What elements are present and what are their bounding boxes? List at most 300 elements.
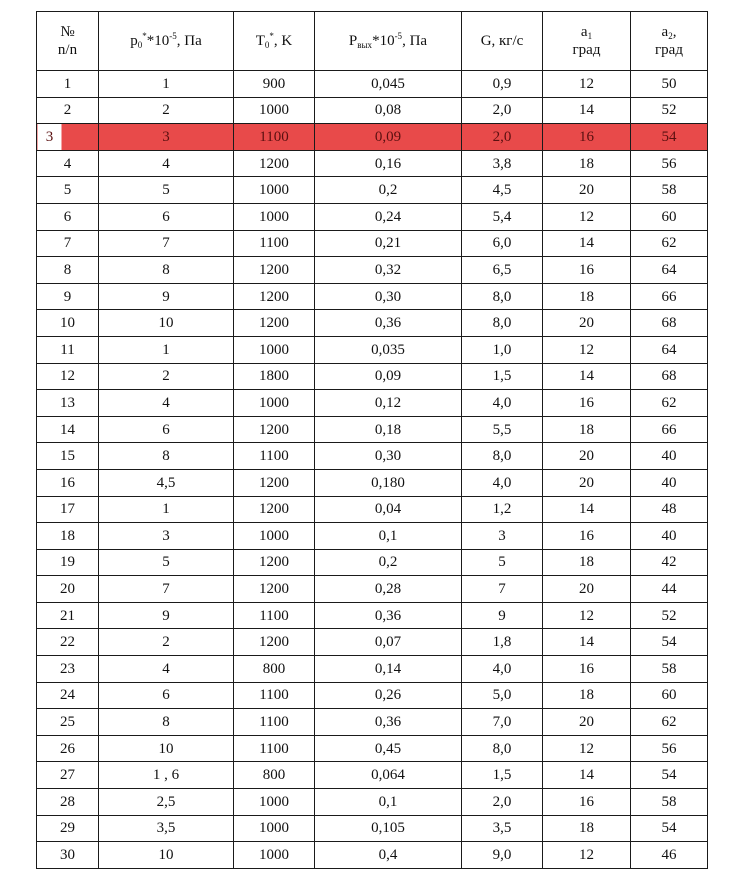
header-outlet-pressure: $P_{вых}*10^{-5}$, Па: [315, 12, 462, 71]
cell-inlet-temperature: [234, 97, 315, 124]
cell-inlet-pressure: [99, 310, 234, 337]
cell-value: 14: [579, 634, 594, 651]
table-row: [37, 336, 708, 363]
cell-outlet-pressure: [315, 735, 462, 762]
cell-value: 7: [162, 235, 170, 252]
cell-outlet-pressure: [315, 443, 462, 470]
table-row: [37, 257, 708, 284]
cell-outlet-pressure: [315, 390, 462, 417]
cell-inlet-temperature: [234, 496, 315, 523]
cell-value: 7: [498, 581, 506, 598]
cell-inlet-pressure: [99, 283, 234, 310]
cell-value: 58: [661, 660, 677, 677]
cell-value: 20: [579, 182, 594, 199]
cell-angle-a1: [543, 390, 631, 417]
cell-value: 16: [579, 660, 594, 677]
cell-inlet-pressure: [99, 416, 234, 443]
cell-inlet-pressure: [99, 363, 234, 390]
cell-value: 16: [579, 527, 594, 544]
cell-inlet-pressure: [99, 549, 234, 576]
table-row: [37, 230, 708, 257]
cell-value: 8: [162, 714, 170, 731]
cell-outlet-pressure: [315, 656, 462, 683]
table-row: [37, 71, 708, 98]
cell-outlet-pressure: [315, 71, 462, 98]
cell-value: 12: [579, 341, 594, 358]
cell-value: 25: [60, 714, 75, 731]
cell-value: 30: [60, 847, 75, 864]
cell-inlet-pressure: [99, 789, 234, 816]
cell-inlet-temperature: [234, 709, 315, 736]
cell-value: 1000: [259, 341, 289, 358]
cell-angle-a1: [543, 150, 631, 177]
cell-value: 21: [60, 607, 75, 624]
cell-angle-a1: [543, 443, 631, 470]
table-row: [37, 203, 708, 230]
cell-value: 16: [579, 793, 594, 810]
cell-value: 1,5: [492, 767, 512, 784]
cell-mass-flow: [462, 629, 543, 656]
cell-mass-flow: [462, 416, 543, 443]
cell-angle-a2: [631, 390, 708, 417]
cell-value: 4,0: [492, 394, 512, 411]
cell-value: 0,16: [374, 155, 402, 172]
cell-value: 12: [579, 847, 594, 864]
cell-inlet-temperature: [234, 416, 315, 443]
cell-inlet-temperature: [234, 735, 315, 762]
cell-value: 58: [661, 182, 677, 199]
cell-inlet-temperature: [234, 363, 315, 390]
cell-value: 5: [498, 554, 506, 571]
cell-inlet-temperature: [234, 682, 315, 709]
cell-value: 8,0: [492, 315, 512, 332]
cell-value: 1200: [259, 155, 289, 172]
cell-angle-a2: [631, 656, 708, 683]
cell-value: 0,4: [378, 847, 398, 864]
cell-value: 18: [579, 554, 594, 571]
cell-value: 68: [661, 368, 677, 385]
table-row: [37, 629, 708, 656]
cell-angle-a2: [631, 336, 708, 363]
cell-value: 3,5: [156, 820, 176, 837]
table-row: [37, 363, 708, 390]
cell-value: 18: [579, 155, 594, 172]
cell-angle-a2: [631, 549, 708, 576]
cell-value: 2: [162, 102, 170, 119]
cell-mass-flow: [462, 602, 543, 629]
cell-value: 1200: [259, 634, 289, 651]
cell-angle-a1: [543, 416, 631, 443]
cell-outlet-pressure: [315, 709, 462, 736]
cell-value: 0,36: [374, 714, 402, 731]
cell-outlet-pressure: [315, 842, 462, 869]
cell-inlet-pressure: [99, 762, 234, 789]
cell-mass-flow: [462, 576, 543, 603]
cell-value: 20: [579, 448, 594, 465]
cell-outlet-pressure: [315, 177, 462, 204]
cell-value: 0,08: [374, 102, 402, 119]
cell-value: 1: [162, 501, 170, 518]
cell-value: 1 , 6: [152, 767, 180, 784]
cell-value: 10: [158, 740, 174, 757]
cell-value: 44: [661, 581, 677, 598]
cell-inlet-pressure: [99, 71, 234, 98]
table-row: [37, 310, 708, 337]
cell-value: 0,21: [374, 235, 402, 252]
cell-angle-a2: [631, 97, 708, 124]
cell-value: 0,30: [374, 288, 402, 305]
cell-value: 1,5: [492, 368, 512, 385]
cell-inlet-temperature: [234, 124, 315, 151]
cell-outlet-pressure: [315, 230, 462, 257]
table-row: [37, 469, 708, 496]
cell-value: 18: [579, 421, 594, 438]
cell-value: 5,0: [492, 687, 512, 704]
cell-value: 14: [579, 501, 594, 518]
cell-variant-number: [37, 682, 99, 709]
cell-value: 14: [579, 767, 594, 784]
cell-angle-a2: [631, 469, 708, 496]
cell-angle-a2: [631, 203, 708, 230]
cell-outlet-pressure: [315, 576, 462, 603]
cell-mass-flow: [462, 735, 543, 762]
cell-outlet-pressure: [315, 762, 462, 789]
cell-inlet-temperature: [234, 549, 315, 576]
table-row: [37, 789, 708, 816]
cell-angle-a1: [543, 496, 631, 523]
header-number-symbol: №: [60, 24, 75, 40]
cell-value: 48: [661, 501, 677, 518]
variants-table: [36, 11, 708, 869]
cell-value: 0,09: [374, 128, 402, 145]
cell-value: 8,0: [492, 740, 512, 757]
cell-value: 1100: [259, 714, 289, 731]
cell-value: 16: [60, 474, 75, 491]
table-row: [37, 576, 708, 603]
table-row: [37, 602, 708, 629]
cell-value: 18: [579, 820, 594, 837]
cell-value: 9: [498, 607, 506, 624]
cell-inlet-temperature: [234, 602, 315, 629]
cell-value: 40: [661, 474, 677, 491]
cell-value: 1000: [259, 208, 289, 225]
cell-value: 14: [579, 235, 594, 252]
cell-angle-a1: [543, 230, 631, 257]
cell-value: 6: [162, 687, 170, 704]
cell-angle-a2: [631, 496, 708, 523]
cell-value: 20: [579, 315, 594, 332]
cell-angle-a1: [543, 735, 631, 762]
table-row: [37, 842, 708, 869]
cell-mass-flow: [462, 443, 543, 470]
cell-angle-a1: [543, 789, 631, 816]
cell-value: 54: [661, 820, 677, 837]
table-row: [37, 97, 708, 124]
cell-value: 18: [579, 687, 594, 704]
table-row: [37, 682, 708, 709]
cell-outlet-pressure: [315, 203, 462, 230]
cell-value: 2,0: [492, 102, 512, 119]
cell-value: 1: [162, 75, 170, 92]
cell-value: 27: [60, 767, 75, 784]
cell-variant-number: [37, 416, 99, 443]
cell-variant-number: [37, 469, 99, 496]
cell-variant-number: [37, 124, 99, 151]
cell-value: 5: [162, 554, 170, 571]
cell-inlet-temperature: [234, 842, 315, 869]
cell-value: 0,064: [371, 767, 405, 784]
cell-inlet-temperature: [234, 390, 315, 417]
header-angle-a2: $a_2$, град: [631, 12, 708, 71]
cell-angle-a1: [543, 257, 631, 284]
cell-angle-a2: [631, 762, 708, 789]
cell-value: 1000: [259, 102, 289, 119]
cell-outlet-pressure: [315, 682, 462, 709]
cell-angle-a2: [631, 709, 708, 736]
cell-value: 3,5: [492, 820, 512, 837]
cell-value: 0,045: [371, 75, 405, 92]
cell-angle-a2: [631, 443, 708, 470]
cell-value: 2: [63, 102, 72, 119]
cell-value: 14: [60, 421, 75, 438]
cell-value: 900: [262, 75, 286, 92]
cell-value: 1,8: [492, 634, 512, 651]
cell-value: 4: [162, 660, 170, 677]
cell-value: 0,36: [374, 607, 402, 624]
cell-value: 5,4: [492, 208, 512, 225]
cell-mass-flow: [462, 310, 543, 337]
cell-angle-a1: [543, 124, 631, 151]
cell-angle-a1: [543, 336, 631, 363]
cell-inlet-temperature: [234, 230, 315, 257]
cell-mass-flow: [462, 523, 543, 550]
cell-mass-flow: [462, 177, 543, 204]
cell-value: 0,30: [374, 448, 402, 465]
cell-value: 1100: [259, 607, 289, 624]
cell-value: 14: [579, 102, 594, 119]
cell-angle-a1: [543, 629, 631, 656]
table-row: [37, 390, 708, 417]
cell-value: 1200: [259, 581, 289, 598]
cell-inlet-pressure: [99, 390, 234, 417]
cell-variant-number: [37, 336, 99, 363]
cell-inlet-pressure: [99, 177, 234, 204]
cell-value: 12: [579, 740, 594, 757]
cell-angle-a2: [631, 576, 708, 603]
cell-outlet-pressure: [315, 363, 462, 390]
cell-mass-flow: [462, 842, 543, 869]
cell-outlet-pressure: [315, 310, 462, 337]
cell-value: 4: [162, 155, 170, 172]
cell-inlet-pressure: [99, 496, 234, 523]
cell-value: 4: [162, 394, 170, 411]
cell-value: 1100: [259, 687, 289, 704]
cell-value: 10: [158, 847, 174, 864]
table-row: [37, 709, 708, 736]
cell-value: 4,5: [156, 474, 176, 491]
cell-value: 64: [661, 261, 677, 278]
cell-value: 1200: [259, 288, 289, 305]
cell-inlet-pressure: [99, 602, 234, 629]
cell-value: 52: [661, 607, 677, 624]
cell-angle-a1: [543, 283, 631, 310]
cell-angle-a2: [631, 150, 708, 177]
cell-inlet-temperature: [234, 71, 315, 98]
cell-variant-number: [37, 97, 99, 124]
cell-value: 0,18: [374, 421, 402, 438]
cell-inlet-pressure: [99, 150, 234, 177]
cell-value: 7: [63, 235, 72, 252]
cell-inlet-temperature: [234, 443, 315, 470]
cell-value: 18: [60, 527, 75, 544]
cell-inlet-temperature: [234, 177, 315, 204]
cell-inlet-pressure: [99, 230, 234, 257]
cell-variant-number: [37, 709, 99, 736]
cell-value: 58: [661, 793, 677, 810]
cell-value: 40: [661, 527, 677, 544]
table-row: [37, 735, 708, 762]
table-row: [37, 150, 708, 177]
cell-value: 1200: [259, 421, 289, 438]
cell-value: 1100: [259, 128, 289, 145]
cell-value: 8: [63, 261, 72, 278]
cell-value: 0,07: [374, 634, 402, 651]
cell-outlet-pressure: [315, 549, 462, 576]
cell-inlet-temperature: [234, 283, 315, 310]
cell-value: 68: [661, 315, 677, 332]
cell-mass-flow: [462, 469, 543, 496]
table-row: [37, 177, 708, 204]
table-body: [37, 71, 708, 869]
cell-value: 4,5: [492, 182, 512, 199]
cell-inlet-pressure: [99, 682, 234, 709]
cell-value: 0,14: [374, 660, 402, 677]
cell-inlet-temperature: [234, 257, 315, 284]
cell-value: 800: [262, 660, 286, 677]
cell-value: 0,1: [378, 527, 398, 544]
cell-value: 8,0: [492, 448, 512, 465]
cell-angle-a1: [543, 602, 631, 629]
cell-angle-a1: [543, 310, 631, 337]
cell-value: 1000: [259, 182, 289, 199]
table-row: [37, 124, 708, 151]
table-row: [37, 443, 708, 470]
cell-angle-a2: [631, 363, 708, 390]
cell-angle-a2: [631, 177, 708, 204]
cell-angle-a1: [543, 203, 631, 230]
cell-value: 24: [60, 687, 75, 704]
cell-value: 0,1: [378, 793, 398, 810]
cell-value: 5: [63, 182, 72, 199]
cell-inlet-temperature: [234, 310, 315, 337]
cell-mass-flow: [462, 815, 543, 842]
table-row: [37, 815, 708, 842]
cell-value: 12: [60, 368, 75, 385]
header-angle-a1: $a_1$ град: [543, 12, 631, 71]
cell-angle-a1: [543, 762, 631, 789]
table-row: [37, 496, 708, 523]
cell-value: 64: [661, 341, 677, 358]
header-row: [37, 12, 708, 71]
cell-mass-flow: [462, 97, 543, 124]
cell-variant-number: [37, 390, 99, 417]
cell-value: 9: [63, 288, 72, 305]
cell-value: 23: [60, 660, 75, 677]
cell-value: 19: [60, 554, 75, 571]
cell-mass-flow: [462, 257, 543, 284]
cell-value: 42: [661, 554, 677, 571]
cell-value: 0,12: [374, 394, 402, 411]
cell-variant-number: [37, 576, 99, 603]
cell-inlet-pressure: [99, 735, 234, 762]
cell-value: 14: [579, 368, 594, 385]
cell-value: 15: [60, 448, 75, 465]
cell-angle-a1: [543, 71, 631, 98]
cell-value: 4: [63, 155, 72, 172]
cell-value: 16: [579, 261, 594, 278]
cell-inlet-pressure: [99, 257, 234, 284]
cell-mass-flow: [462, 390, 543, 417]
cell-value: 0,035: [371, 341, 405, 358]
cell-mass-flow: [462, 203, 543, 230]
cell-value: 66: [661, 421, 677, 438]
cell-value: 800: [262, 767, 286, 784]
cell-value: 1000: [259, 793, 289, 810]
cell-value: 1000: [259, 820, 289, 837]
cell-variant-number: [37, 656, 99, 683]
cell-inlet-temperature: [234, 469, 315, 496]
cell-value: 26: [60, 740, 75, 757]
cell-value: 46: [661, 847, 677, 864]
cell-outlet-pressure: [315, 789, 462, 816]
cell-variant-number: [37, 230, 99, 257]
cell-value: 6,5: [492, 261, 512, 278]
cell-value: 60: [661, 208, 677, 225]
cell-mass-flow: [462, 789, 543, 816]
cell-angle-a2: [631, 735, 708, 762]
cell-value: 6: [162, 208, 170, 225]
cell-value: 0,2: [378, 182, 398, 199]
cell-inlet-temperature: [234, 789, 315, 816]
cell-value: 9,0: [492, 847, 512, 864]
cell-value: 1800: [259, 368, 289, 385]
cell-value: 28: [60, 793, 75, 810]
cell-angle-a2: [631, 842, 708, 869]
cell-angle-a2: [631, 310, 708, 337]
cell-value: 3: [162, 527, 170, 544]
cell-inlet-pressure: [99, 336, 234, 363]
cell-mass-flow: [462, 496, 543, 523]
cell-variant-number: [37, 257, 99, 284]
cell-value: 1000: [259, 847, 289, 864]
cell-outlet-pressure: [315, 97, 462, 124]
cell-outlet-pressure: [315, 496, 462, 523]
cell-mass-flow: [462, 124, 543, 151]
cell-value: 1,2: [492, 501, 512, 518]
cell-value: 0,9: [492, 75, 512, 92]
cell-inlet-temperature: [234, 629, 315, 656]
cell-value: 0,2: [378, 554, 398, 571]
cell-angle-a2: [631, 789, 708, 816]
cell-variant-number: [37, 789, 99, 816]
cell-value: 1100: [259, 448, 289, 465]
cell-inlet-temperature: [234, 336, 315, 363]
cell-value: 8: [162, 448, 170, 465]
cell-value: 29: [60, 820, 75, 837]
cell-value: 0,09: [374, 368, 402, 385]
cell-value: 1: [162, 341, 170, 358]
cell-angle-a2: [631, 682, 708, 709]
